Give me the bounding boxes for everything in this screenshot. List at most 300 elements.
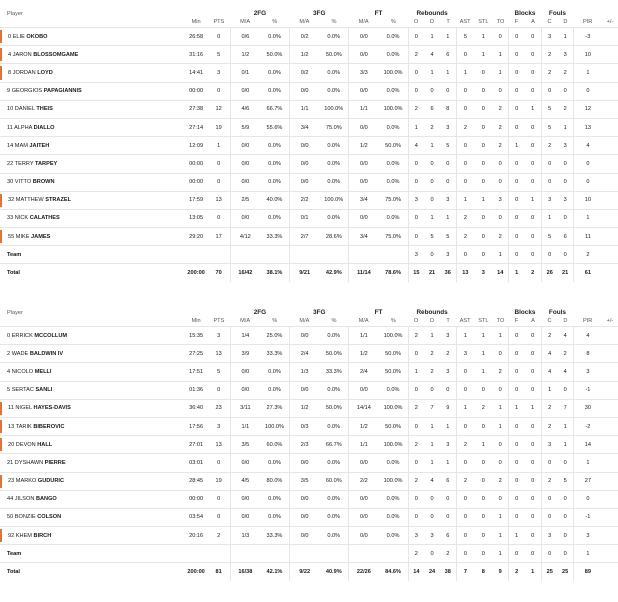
spacer: [573, 6, 618, 17]
stat-fd: 0: [557, 381, 573, 399]
stat-fg3p: 0.0%: [319, 82, 349, 100]
player-number: 0: [8, 33, 12, 40]
stat-fd: 0: [557, 173, 573, 191]
team-stat-pts: [207, 246, 230, 264]
stat-pts: 3: [207, 327, 230, 345]
stat-ftp: 0.0%: [378, 527, 408, 545]
stat-fg3: 2/7: [290, 228, 320, 246]
stat-stl: 1: [474, 436, 492, 454]
player-first-name: MIKE: [15, 233, 30, 240]
stat-fd: 0: [557, 454, 573, 472]
stat-ba: 0: [524, 527, 541, 545]
stat-ast: 2: [456, 209, 474, 227]
stat-fg2p: 0.0%: [260, 490, 290, 508]
total-stat-o: 14: [408, 563, 424, 581]
stat-fg2: 4/12: [230, 228, 260, 246]
player-name-cell[interactable]: [0, 381, 185, 399]
stat-ftp: 75.0%: [378, 191, 408, 209]
stat-fg3p: 0.0%: [319, 64, 349, 82]
player-last-name[interactable]: BLOSSOMGAME: [33, 51, 79, 58]
stat-fg3: 2/4: [290, 345, 320, 363]
stat-fg3: 0/2: [290, 64, 320, 82]
stat-t: 8: [440, 100, 456, 118]
total-stat-pts: 70: [215, 270, 222, 277]
player-row[interactable]: [0, 345, 618, 363]
column-header-ma: M/A: [349, 316, 379, 327]
stat-stl: 1: [474, 327, 492, 345]
team-stat-ft: [349, 246, 379, 264]
total-stat-fg2p: 38.1%: [266, 270, 283, 277]
player-row[interactable]: [0, 417, 618, 435]
player-name-cell[interactable]: [0, 508, 185, 526]
player-number: 55: [8, 233, 15, 240]
stat-t: 0: [440, 490, 456, 508]
stat-fg2p: 33.3%: [260, 345, 290, 363]
player-first-name: BONZIE: [14, 514, 36, 521]
stat-ast: 0: [456, 155, 474, 173]
player-name-cell[interactable]: [0, 363, 185, 381]
total-stat-ba: 2: [531, 270, 535, 277]
player-name-cell[interactable]: [0, 399, 185, 417]
stat-ft: 0/0: [349, 209, 379, 227]
stat-ba: 0: [524, 381, 541, 399]
player-last-name[interactable]: HAYES-DAVIS: [33, 405, 71, 412]
player-last-name[interactable]: COLSON: [37, 514, 62, 521]
stat-bf: 1: [508, 137, 524, 155]
player-last-name[interactable]: BIRCH: [33, 532, 52, 539]
stat-min: 00:00: [185, 173, 208, 191]
stat-bf: 0: [508, 46, 524, 64]
stat-fg3: 0/1: [290, 209, 320, 227]
stat-pm: [602, 191, 618, 209]
column-header-ast: AST: [456, 316, 474, 327]
player-number: 30: [7, 179, 14, 186]
stat-pir: 13: [573, 118, 602, 136]
player-name-cell[interactable]: [0, 100, 185, 118]
player-row[interactable]: [0, 28, 618, 46]
team-stat-t: 2: [440, 545, 456, 563]
stat-ftp: 0.0%: [378, 490, 408, 508]
stat-ba: 0: [524, 64, 541, 82]
stat-pm: [602, 82, 618, 100]
stat-o: 0: [408, 82, 424, 100]
stat-ft: 14/14: [349, 399, 379, 417]
stat-d: 1: [424, 327, 440, 345]
player-name-cell[interactable]: [0, 527, 185, 545]
player-last-name[interactable]: MCCOLLUM: [34, 332, 68, 339]
player-name-cell[interactable]: [0, 436, 185, 454]
stat-to: 1: [492, 399, 508, 417]
player-first-name: JILSON: [14, 496, 35, 503]
player-name-cell[interactable]: [0, 454, 185, 472]
group-header-blocks: Blocks: [514, 10, 536, 17]
stat-fg2p: 0.0%: [260, 363, 290, 381]
stat-ft: 0/0: [349, 46, 379, 64]
player-last-name[interactable]: HALL: [37, 441, 53, 448]
player-name-cell[interactable]: [0, 209, 185, 227]
player-name-cell[interactable]: [0, 327, 185, 345]
player-last-name[interactable]: LOYD: [37, 69, 53, 76]
player-row[interactable]: [0, 527, 618, 545]
team-stat-min: [185, 246, 208, 264]
stat-ft: 3/3: [349, 64, 379, 82]
player-name-cell[interactable]: [0, 490, 185, 508]
stat-fg3p: 0.0%: [319, 508, 349, 526]
player-name-cell[interactable]: [0, 64, 185, 82]
player-row[interactable]: [0, 118, 618, 136]
stat-fg2: 0/1: [230, 64, 260, 82]
team-stat-ba: 0: [524, 246, 541, 264]
player-last-name[interactable]: BIBEROVIC: [33, 423, 65, 430]
stat-fc: 4: [541, 363, 557, 381]
team-stat-to: 1: [492, 246, 508, 264]
stat-fg3p: 66.7%: [319, 436, 349, 454]
stat-ast: 5: [456, 28, 474, 46]
stat-ft: 3/4: [349, 191, 379, 209]
stat-pts: 19: [207, 472, 230, 490]
stat-fd: 1: [557, 118, 573, 136]
player-row[interactable]: [0, 399, 618, 417]
column-header-ma: M/A: [290, 17, 320, 28]
stat-pm: [602, 46, 618, 64]
player-last-name[interactable]: TARPEY: [35, 160, 58, 167]
player-last-name[interactable]: SANLI: [35, 387, 53, 394]
stat-ba: 0: [524, 173, 541, 191]
player-row[interactable]: [0, 64, 618, 82]
stat-bf: 0: [508, 381, 524, 399]
stat-ftp: 100.0%: [378, 436, 408, 454]
stat-bf: 0: [508, 327, 524, 345]
stat-stl: 0: [474, 508, 492, 526]
player-last-name[interactable]: PAPAGIANNIS: [43, 88, 82, 95]
stat-pm: [602, 454, 618, 472]
stat-bf: 0: [508, 490, 524, 508]
player-row[interactable]: [0, 191, 618, 209]
stat-bf: 0: [508, 100, 524, 118]
player-last-name[interactable]: BALDWIN IV: [29, 350, 64, 357]
stat-fg3: 0/0: [290, 381, 320, 399]
stat-to: 0: [492, 345, 508, 363]
stat-fg2p: 0.0%: [260, 508, 290, 526]
stat-t: 9: [440, 399, 456, 417]
total-label: Total: [7, 270, 20, 277]
team-stat-pm: [602, 545, 618, 563]
boxscore-table-home: [0, 6, 618, 282]
stat-ast: 1: [456, 327, 474, 345]
player-last-name[interactable]: JAMES: [31, 233, 51, 240]
stat-fg3: 0/0: [290, 327, 320, 345]
total-stat-d: 24: [428, 569, 436, 576]
stat-ast: 0: [456, 100, 474, 118]
player-name-cell[interactable]: [0, 345, 185, 363]
player-row[interactable]: [0, 436, 618, 454]
player-name-cell[interactable]: [0, 28, 185, 46]
stat-pir: 10: [573, 46, 602, 64]
stat-fg2p: 0.0%: [260, 173, 290, 191]
stat-stl: 1: [474, 363, 492, 381]
player-last-name[interactable]: OKOBO: [26, 33, 48, 40]
stat-o: 2: [408, 327, 424, 345]
column-header-pct: %: [319, 17, 349, 28]
stat-d: 0: [424, 508, 440, 526]
total-stat-fg2: 16/42: [230, 264, 260, 282]
total-stat-pts: 81: [215, 569, 222, 576]
player-first-name: JORDAN: [12, 69, 36, 76]
player-name-cell[interactable]: [0, 417, 185, 435]
player-last-name[interactable]: JAITEH: [29, 142, 50, 149]
stat-stl: 0: [474, 155, 492, 173]
player-row[interactable]: [0, 155, 618, 173]
stat-stl: 0: [474, 381, 492, 399]
player-row[interactable]: [0, 472, 618, 490]
stat-ba: 0: [524, 118, 541, 136]
stat-min: 03:54: [185, 508, 208, 526]
player-name-cell[interactable]: [0, 82, 185, 100]
player-last-name[interactable]: GUDURIC: [37, 478, 64, 485]
stat-ftp: 100.0%: [378, 64, 408, 82]
stat-pts: 23: [207, 399, 230, 417]
stat-pir: -3: [573, 28, 602, 46]
stat-pm: [602, 381, 618, 399]
stat-fg2p: 50.0%: [260, 46, 290, 64]
stat-fg3p: 0.0%: [319, 209, 349, 227]
player-name-cell[interactable]: [0, 155, 185, 173]
player-row[interactable]: [0, 228, 618, 246]
stat-ft: 0/0: [349, 454, 379, 472]
player-name-cell[interactable]: [0, 228, 185, 246]
stat-d: 1: [424, 209, 440, 227]
column-header-min: Min: [185, 316, 208, 327]
stat-pir: 10: [573, 191, 602, 209]
stat-fd: 3: [557, 191, 573, 209]
stat-fc: 0: [541, 490, 557, 508]
player-name-cell[interactable]: [0, 118, 185, 136]
player-name-cell[interactable]: [0, 137, 185, 155]
stat-fg2: 0/0: [230, 137, 260, 155]
stat-fg3p: 0.0%: [319, 490, 349, 508]
player-row[interactable]: [0, 137, 618, 155]
stat-fg2: 1/2: [230, 46, 260, 64]
player-number: 5: [7, 387, 11, 394]
player-number: 4: [7, 368, 11, 375]
column-header-pm: +/-: [602, 316, 618, 327]
stat-t: 3: [440, 327, 456, 345]
stat-stl: 0: [474, 527, 492, 545]
column-header-a: A: [524, 17, 541, 28]
player-row[interactable]: [0, 490, 618, 508]
stat-fg3p: 60.0%: [319, 472, 349, 490]
team-stat-ftp: [378, 545, 408, 563]
stat-ftp: 50.0%: [378, 417, 408, 435]
stat-fg2: 4/5: [230, 472, 260, 490]
player-row[interactable]: [0, 173, 618, 191]
player-row[interactable]: [0, 454, 618, 472]
player-row[interactable]: [0, 209, 618, 227]
team-stat-min: [185, 545, 208, 563]
stat-t: 1: [440, 454, 456, 472]
stat-fc: 3: [541, 191, 557, 209]
stat-bf: 1: [508, 399, 524, 417]
team-stat-ast: 0: [456, 246, 474, 264]
stat-fg3: 0/0: [290, 454, 320, 472]
stat-to: 2: [492, 137, 508, 155]
stat-pm: [602, 399, 618, 417]
stat-ft: 0/0: [349, 508, 379, 526]
stat-to: 1: [492, 64, 508, 82]
player-first-name: ERRICK: [11, 332, 33, 339]
stat-pts: 13: [207, 345, 230, 363]
group-header-fouls: Fouls: [548, 10, 566, 17]
stat-fg3: 0/0: [290, 508, 320, 526]
stat-pm: [602, 28, 618, 46]
total-stat-fc: 25: [541, 563, 557, 581]
stat-fg2p: 25.0%: [260, 327, 290, 345]
stat-stl: 0: [474, 100, 492, 118]
stat-fg2: 1/4: [230, 327, 260, 345]
stat-ftp: 0.0%: [378, 454, 408, 472]
group-header-ft: FT: [374, 10, 383, 17]
team-stat-stl: 0: [474, 545, 492, 563]
team-row: [0, 246, 618, 264]
spacer: [185, 305, 208, 316]
player-name-cell[interactable]: [0, 173, 185, 191]
stat-fc: 2: [541, 327, 557, 345]
column-header-to: TO: [492, 316, 508, 327]
player-number: 11: [7, 124, 13, 131]
player-row[interactable]: [0, 100, 618, 118]
player-name-cell[interactable]: [0, 472, 185, 490]
stat-fc: 2: [541, 64, 557, 82]
total-stat-o: 15: [408, 264, 424, 282]
stat-o: 0: [408, 381, 424, 399]
stat-ba: 1: [524, 191, 541, 209]
group-header-fg3: 3FG: [312, 309, 326, 316]
stat-t: 1: [440, 28, 456, 46]
player-last-name[interactable]: THEIS: [36, 106, 53, 113]
stat-ast: 0: [456, 363, 474, 381]
player-last-name[interactable]: STRAZEL: [45, 197, 72, 204]
stat-to: 0: [492, 209, 508, 227]
stat-t: 6: [440, 527, 456, 545]
player-first-name: WADE: [11, 350, 29, 357]
stat-ast: 1: [456, 399, 474, 417]
stat-d: 1: [424, 28, 440, 46]
player-last-name[interactable]: BROWN: [32, 179, 55, 186]
player-row[interactable]: [0, 46, 618, 64]
stat-ftp: 100.0%: [378, 327, 408, 345]
player-last-name[interactable]: PIERRE: [44, 459, 66, 466]
stat-o: 3: [408, 527, 424, 545]
stat-min: 14:41: [185, 64, 208, 82]
player-last-name[interactable]: DIALLO: [33, 124, 55, 131]
player-name-cell[interactable]: [0, 191, 185, 209]
stat-pir: 12: [573, 100, 602, 118]
player-row[interactable]: [0, 381, 618, 399]
player-last-name[interactable]: MELLI: [34, 368, 52, 375]
stat-fg3p: 75.0%: [319, 118, 349, 136]
player-name-cell[interactable]: [0, 46, 185, 64]
stat-fg3p: 0.0%: [319, 327, 349, 345]
stat-pm: [602, 490, 618, 508]
stat-ft: 0/0: [349, 82, 379, 100]
stat-ftp: 50.0%: [378, 363, 408, 381]
stat-fd: 5: [557, 472, 573, 490]
stat-fg2: 0/0: [230, 155, 260, 173]
stat-ft: 2/4: [349, 363, 379, 381]
stat-fg3p: 0.0%: [319, 381, 349, 399]
team-stat-ft: [349, 545, 379, 563]
stat-ba: 0: [524, 436, 541, 454]
stat-pir: 0: [573, 490, 602, 508]
player-first-name: TERRY: [14, 160, 34, 167]
player-column-header: Player: [7, 11, 23, 17]
player-first-name: DEVON: [15, 441, 36, 448]
stat-bf: 0: [508, 417, 524, 435]
spacer: [0, 17, 185, 28]
stat-min: 03:01: [185, 454, 208, 472]
stat-ast: 0: [456, 508, 474, 526]
stat-min: 12:09: [185, 137, 208, 155]
player-number: 33: [7, 215, 14, 222]
total-stat-fd: 21: [562, 270, 569, 277]
stat-fg2p: 33.3%: [260, 228, 290, 246]
total-stat-t: 38: [444, 569, 451, 576]
player-row[interactable]: [0, 82, 618, 100]
stat-ba: 0: [524, 209, 541, 227]
stat-ft: 1/2: [349, 345, 379, 363]
column-header-pir: PIR: [573, 17, 602, 28]
stat-fg2: 2/5: [230, 191, 260, 209]
stat-fd: 1: [557, 28, 573, 46]
player-row[interactable]: [0, 508, 618, 526]
spacer: [185, 6, 208, 17]
stat-fg3p: 0.0%: [319, 137, 349, 155]
stat-min: 36:40: [185, 399, 208, 417]
team-stat-pm: [602, 246, 618, 264]
total-stat-to: 14: [497, 270, 504, 277]
stat-fd: 6: [557, 228, 573, 246]
team-stat-stl: 0: [474, 246, 492, 264]
stat-fg3p: 0.0%: [319, 527, 349, 545]
stat-min: 27:38: [185, 100, 208, 118]
total-stat-bf: 1: [508, 264, 524, 282]
stat-fg2: 3/11: [230, 399, 260, 417]
player-number: 44: [7, 496, 14, 503]
column-header-min: Min: [185, 17, 208, 28]
stat-fg3p: 0.0%: [319, 173, 349, 191]
stat-pir: 4: [573, 327, 602, 345]
player-number: 14: [7, 142, 14, 149]
team-label: Team: [0, 246, 185, 264]
stat-pm: [602, 173, 618, 191]
player-number: 10: [7, 106, 14, 113]
player-last-name[interactable]: BANGO: [35, 496, 57, 503]
player-last-name[interactable]: CALATHES: [29, 215, 60, 222]
player-row[interactable]: [0, 327, 618, 345]
column-header-ast: AST: [456, 17, 474, 28]
stat-fg2p: 100.0%: [260, 417, 290, 435]
total-stat-fc: 26: [541, 264, 557, 282]
stat-pts: 0: [207, 381, 230, 399]
stat-ft: 3/4: [349, 228, 379, 246]
stat-fg2p: 0.0%: [260, 82, 290, 100]
stat-pm: [602, 472, 618, 490]
stat-to: 2: [492, 228, 508, 246]
team-stat-fg2p: [260, 545, 290, 563]
stat-stl: 1: [474, 46, 492, 64]
player-number: 2: [7, 350, 11, 357]
player-row[interactable]: [0, 363, 618, 381]
